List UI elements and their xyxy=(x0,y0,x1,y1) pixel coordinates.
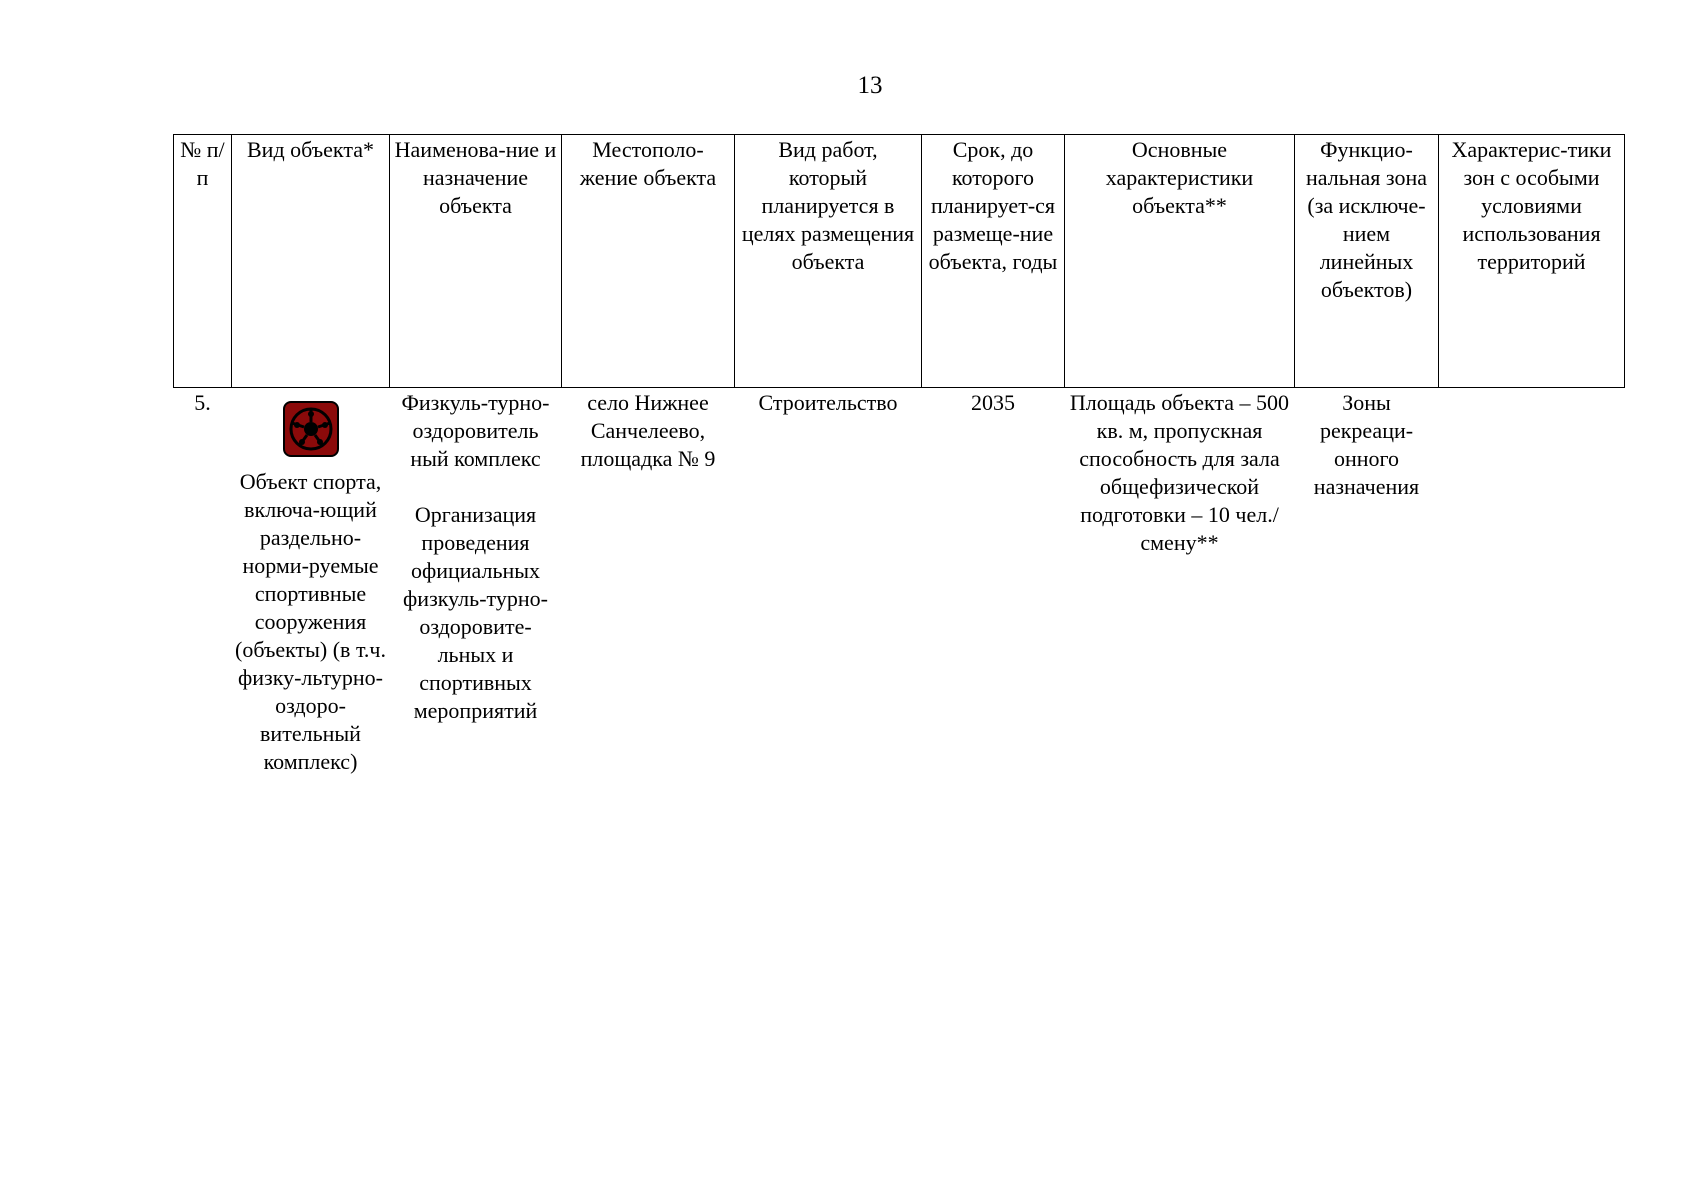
table-row xyxy=(174,388,1625,777)
objects-table xyxy=(173,134,1625,776)
header-deadline: Срок, до которого планирует-ся размеще-ние объекта, годы xyxy=(922,135,1065,388)
row-object-type: Объект спорта, включа-ющий раздельно-норми-руемые спортивные сооружения (объекты) (в т.ч. физку-льтурно-оздоро-вительный комплекс) xyxy=(235,469,386,774)
row-object-type-cell xyxy=(232,388,390,777)
header-number: № п/п xyxy=(174,135,232,388)
header-special-zones: Характерис-тики зон с особыми условиями использования территорий xyxy=(1439,135,1625,388)
row-deadline: 2035 xyxy=(971,390,1015,415)
row-name: Физкуль-турно-оздоровитель ный комплекс xyxy=(401,390,550,471)
row-purpose: Организация проведения официальных физкуль-турно-оздоровите-льных и спортивных мероприятий xyxy=(403,502,548,723)
header-location: Местополо-жение объекта xyxy=(562,135,735,388)
row-number: 5. xyxy=(194,390,211,415)
row-work-type: Строительство xyxy=(758,390,898,415)
page-number: 13 xyxy=(857,72,883,99)
header-object-type: Вид объекта* xyxy=(232,135,390,388)
row-location: село Нижнее Санчелеево, площадка № 9 xyxy=(580,390,716,471)
row-special-zones xyxy=(1439,388,1625,777)
row-functional-zone: Зоны рекреаци-онного назначения xyxy=(1313,390,1420,499)
row-characteristics: Площадь объекта – 500 кв. м, пропускная способность для зала общефизической подготовки – 10 чел./смену** xyxy=(1069,390,1290,555)
row-name-cell xyxy=(390,388,562,777)
header-characteristics: Основные характеристики объекта** xyxy=(1065,135,1295,388)
cell-spacer xyxy=(393,473,559,501)
header-name: Наименова-ние и назначение объекта xyxy=(390,135,562,388)
table-header-row xyxy=(174,135,1625,388)
sports-facility-icon xyxy=(283,401,339,457)
header-work-type: Вид работ, который планируется в целях размещения объекта xyxy=(735,135,922,388)
header-functional-zone: Функцио-нальная зона (за исключе-нием линейных объектов) xyxy=(1295,135,1439,388)
